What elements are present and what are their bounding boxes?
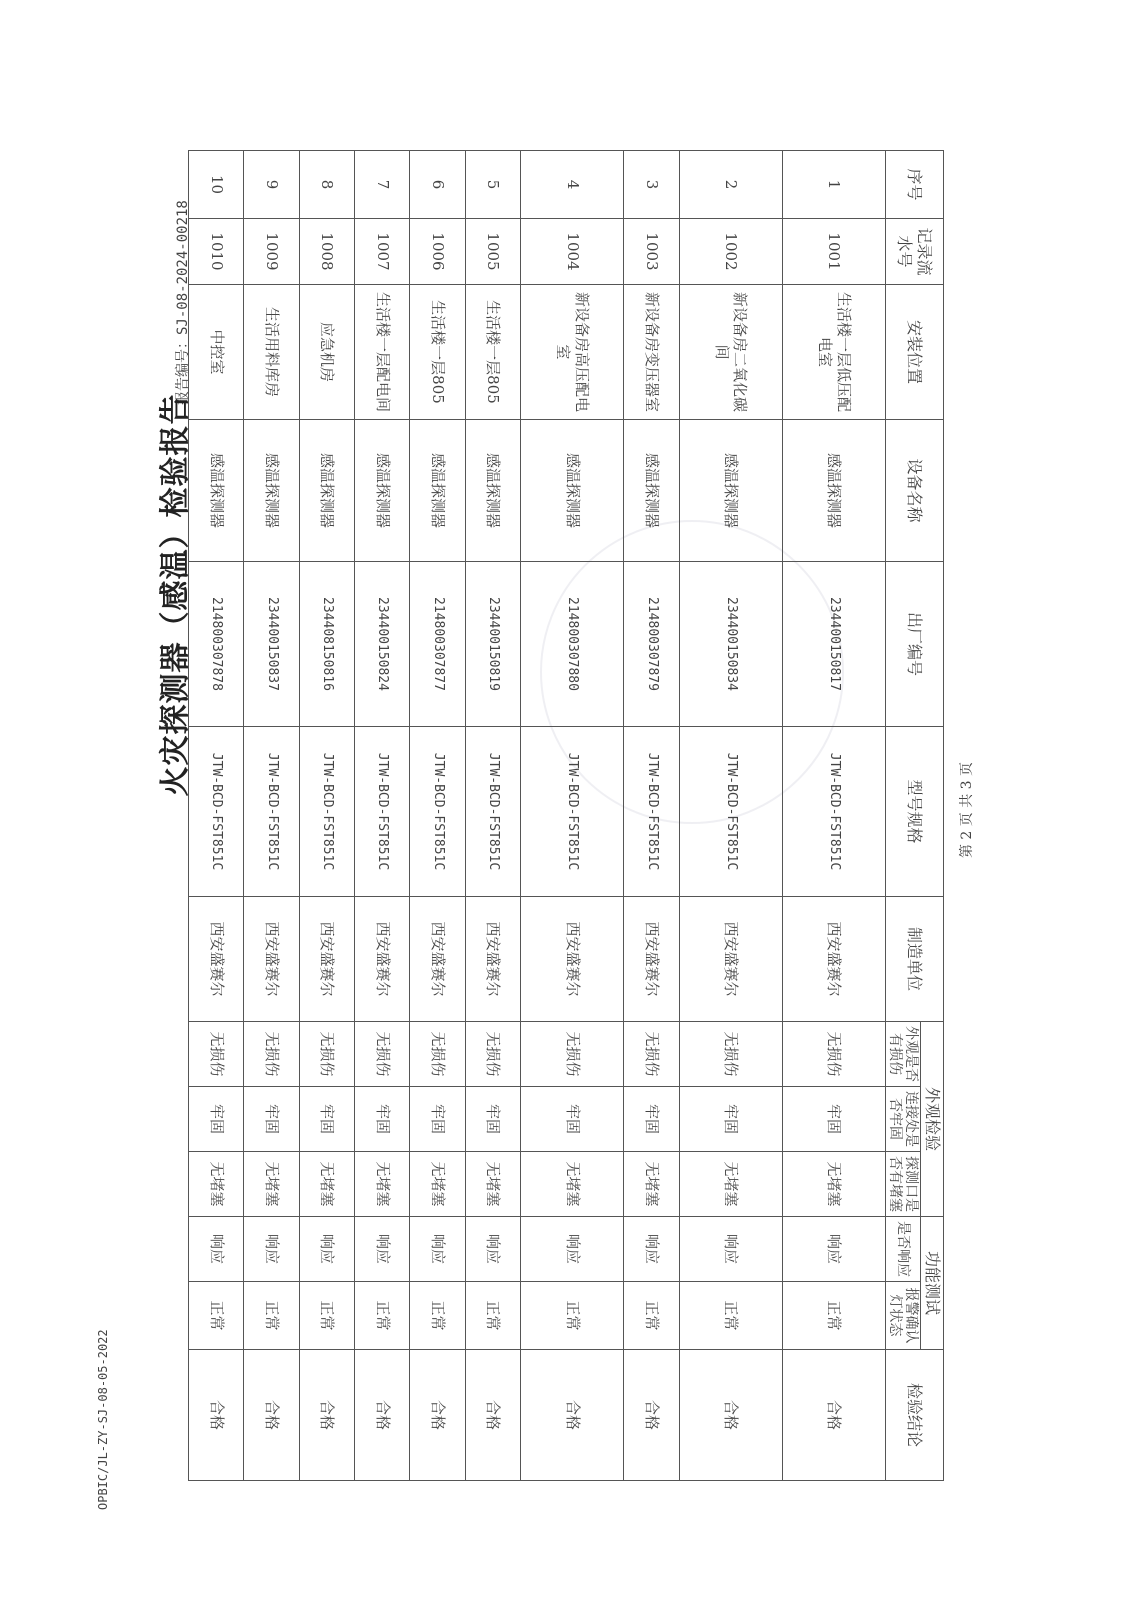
cell-seq: 3 [624, 151, 679, 219]
header-alarm-light: 报警确认灯状态 [885, 1282, 920, 1350]
cell-response: 响应 [189, 1217, 244, 1282]
cell-conclusion: 合格 [244, 1350, 299, 1481]
cell-seq: 4 [521, 151, 624, 219]
cell-maker: 西安盛赛尔 [679, 897, 782, 1022]
cell-maker: 西安盛赛尔 [355, 897, 410, 1022]
cell-model: JTW-BCD-FST851C [624, 727, 679, 897]
cell-record: 1005 [465, 219, 520, 285]
cell-record: 1001 [782, 219, 885, 285]
cell-conclusion: 合格 [465, 1350, 520, 1481]
cell-name: 感温探测器 [521, 420, 624, 562]
cell-connection: 牢固 [782, 1087, 885, 1152]
cell-connection: 牢固 [410, 1087, 465, 1152]
cell-name: 感温探测器 [299, 420, 354, 562]
header-function-group: 功能测试 [921, 1217, 944, 1350]
cell-connection: 牢固 [299, 1087, 354, 1152]
header-manufacturer: 制造单位 [885, 897, 943, 1022]
header-damage: 外观是否有损伤 [885, 1022, 920, 1087]
cell-alarm: 正常 [782, 1282, 885, 1350]
cell-damage: 无损伤 [299, 1022, 354, 1087]
header-connection: 连接处是否牢固 [885, 1087, 920, 1152]
header-blockage: 探测口是否有堵塞 [885, 1152, 920, 1217]
cell-record: 1004 [521, 219, 624, 285]
cell-record: 1010 [189, 219, 244, 285]
cell-serial: 234400150817 [782, 562, 885, 727]
cell-alarm: 正常 [299, 1282, 354, 1350]
cell-serial: 234400150834 [679, 562, 782, 727]
cell-seq: 9 [244, 151, 299, 219]
cell-response: 响应 [355, 1217, 410, 1282]
cell-location: 生活楼一层805 [410, 285, 465, 420]
cell-conclusion: 合格 [355, 1350, 410, 1481]
cell-model: JTW-BCD-FST851C [189, 727, 244, 897]
cell-blockage: 无堵塞 [410, 1152, 465, 1217]
cell-serial: 234408150816 [299, 562, 354, 727]
cell-blockage: 无堵塞 [624, 1152, 679, 1217]
cell-record: 1008 [299, 219, 354, 285]
cell-name: 感温探测器 [679, 420, 782, 562]
cell-response: 响应 [782, 1217, 885, 1282]
cell-blockage: 无堵塞 [679, 1152, 782, 1217]
cell-damage: 无损伤 [355, 1022, 410, 1087]
page-title-text: 火灾探测器（感温）检验报告 [158, 393, 193, 797]
page-footer-text: 第 2 页 共 3 页 [959, 761, 975, 859]
cell-response: 响应 [679, 1217, 782, 1282]
header-location: 安装位置 [885, 285, 943, 420]
cell-blockage: 无堵塞 [355, 1152, 410, 1217]
cell-alarm: 正常 [244, 1282, 299, 1350]
header-record-no: 记录流水号 [885, 219, 943, 285]
cell-location: 新设备房高压配电室 [521, 285, 624, 420]
cell-location: 生活楼一层配电间 [355, 285, 410, 420]
inspection-table [188, 150, 944, 1481]
cell-record: 1009 [244, 219, 299, 285]
header-device-name: 设备名称 [885, 420, 943, 562]
cell-connection: 牢固 [244, 1087, 299, 1152]
table-row [782, 151, 885, 1481]
cell-location: 新设备房二氧化碳间 [679, 285, 782, 420]
table-row [189, 151, 244, 1481]
cell-maker: 西安盛赛尔 [299, 897, 354, 1022]
cell-maker: 西安盛赛尔 [782, 897, 885, 1022]
cell-maker: 西安盛赛尔 [521, 897, 624, 1022]
table-row [521, 151, 624, 1481]
cell-damage: 无损伤 [244, 1022, 299, 1087]
cell-blockage: 无堵塞 [521, 1152, 624, 1217]
table-row [624, 151, 679, 1481]
cell-connection: 牢固 [679, 1087, 782, 1152]
cell-blockage: 无堵塞 [782, 1152, 885, 1217]
cell-alarm: 正常 [679, 1282, 782, 1350]
cell-conclusion: 合格 [679, 1350, 782, 1481]
cell-seq: 5 [465, 151, 520, 219]
cell-alarm: 正常 [410, 1282, 465, 1350]
cell-response: 响应 [244, 1217, 299, 1282]
table-row [679, 151, 782, 1481]
cell-record: 1007 [355, 219, 410, 285]
cell-alarm: 正常 [521, 1282, 624, 1350]
cell-model: JTW-BCD-FST851C [244, 727, 299, 897]
cell-damage: 无损伤 [782, 1022, 885, 1087]
cell-model: JTW-BCD-FST851C [410, 727, 465, 897]
table-row [299, 151, 354, 1481]
cell-serial: 214800307880 [521, 562, 624, 727]
cell-connection: 牢固 [624, 1087, 679, 1152]
cell-connection: 牢固 [465, 1087, 520, 1152]
report-number-text: 报告编号：SJ-08-2024-00218 [175, 200, 191, 405]
cell-location: 应急机房 [299, 285, 354, 420]
cell-alarm: 正常 [465, 1282, 520, 1350]
cell-seq: 10 [189, 151, 244, 219]
cell-damage: 无损伤 [189, 1022, 244, 1087]
cell-model: JTW-BCD-FST851C [782, 727, 885, 897]
cell-connection: 牢固 [189, 1087, 244, 1152]
cell-response: 响应 [299, 1217, 354, 1282]
cell-name: 感温探测器 [410, 420, 465, 562]
cell-name: 感温探测器 [189, 420, 244, 562]
cell-model: JTW-BCD-FST851C [465, 727, 520, 897]
cell-serial: 214800307878 [189, 562, 244, 727]
cell-response: 响应 [521, 1217, 624, 1282]
cell-conclusion: 合格 [410, 1350, 465, 1481]
cell-maker: 西安盛赛尔 [410, 897, 465, 1022]
cell-connection: 牢固 [521, 1087, 624, 1152]
cell-conclusion: 合格 [521, 1350, 624, 1481]
table-row [410, 151, 465, 1481]
document-code-text: OPBIC/JL-ZY-SJ-08-05-2022 [96, 1329, 110, 1510]
cell-damage: 无损伤 [679, 1022, 782, 1087]
cell-response: 响应 [624, 1217, 679, 1282]
header-appearance-group: 外观检验 [921, 1022, 944, 1217]
table-row [355, 151, 410, 1481]
cell-maker: 西安盛赛尔 [189, 897, 244, 1022]
cell-name: 感温探测器 [244, 420, 299, 562]
cell-blockage: 无堵塞 [465, 1152, 520, 1217]
table-header-row-group [921, 151, 944, 1481]
cell-conclusion: 合格 [624, 1350, 679, 1481]
cell-model: JTW-BCD-FST851C [679, 727, 782, 897]
cell-conclusion: 合格 [782, 1350, 885, 1481]
cell-conclusion: 合格 [189, 1350, 244, 1481]
cell-location: 中控室 [189, 285, 244, 420]
header-model: 型号规格 [885, 727, 943, 897]
cell-serial: 234400150824 [355, 562, 410, 727]
cell-name: 感温探测器 [465, 420, 520, 562]
cell-serial: 214800307879 [624, 562, 679, 727]
cell-seq: 7 [355, 151, 410, 219]
table-row [465, 151, 520, 1481]
cell-name: 感温探测器 [624, 420, 679, 562]
cell-serial: 214800307877 [410, 562, 465, 727]
cell-blockage: 无堵塞 [299, 1152, 354, 1217]
cell-damage: 无损伤 [521, 1022, 624, 1087]
cell-location: 生活楼一层低压配电室 [782, 285, 885, 420]
cell-alarm: 正常 [624, 1282, 679, 1350]
cell-record: 1002 [679, 219, 782, 285]
cell-location: 生活楼一层805 [465, 285, 520, 420]
cell-response: 响应 [465, 1217, 520, 1282]
cell-seq: 2 [679, 151, 782, 219]
cell-seq: 1 [782, 151, 885, 219]
cell-name: 感温探测器 [782, 420, 885, 562]
cell-model: JTW-BCD-FST851C [521, 727, 624, 897]
cell-blockage: 无堵塞 [189, 1152, 244, 1217]
header-seq: 序号 [885, 151, 943, 219]
cell-damage: 无损伤 [465, 1022, 520, 1087]
cell-serial: 234400150819 [465, 562, 520, 727]
cell-name: 感温探测器 [355, 420, 410, 562]
cell-seq: 6 [410, 151, 465, 219]
cell-location: 生活用料库房 [244, 285, 299, 420]
cell-alarm: 正常 [189, 1282, 244, 1350]
inspection-table-wrapper [188, 150, 944, 1480]
cell-model: JTW-BCD-FST851C [299, 727, 354, 897]
header-response: 是否响应 [885, 1217, 920, 1282]
cell-serial: 234400150837 [244, 562, 299, 727]
cell-seq: 8 [299, 151, 354, 219]
cell-record: 1006 [410, 219, 465, 285]
cell-connection: 牢固 [355, 1087, 410, 1152]
cell-conclusion: 合格 [299, 1350, 354, 1481]
cell-record: 1003 [624, 219, 679, 285]
cell-blockage: 无堵塞 [244, 1152, 299, 1217]
cell-damage: 无损伤 [624, 1022, 679, 1087]
header-conclusion: 检验结论 [885, 1350, 943, 1481]
table-row [244, 151, 299, 1481]
cell-maker: 西安盛赛尔 [244, 897, 299, 1022]
cell-alarm: 正常 [355, 1282, 410, 1350]
cell-maker: 西安盛赛尔 [465, 897, 520, 1022]
cell-location: 新设备房变压器室 [624, 285, 679, 420]
cell-model: JTW-BCD-FST851C [355, 727, 410, 897]
cell-damage: 无损伤 [410, 1022, 465, 1087]
header-serial: 出厂编号 [885, 562, 943, 727]
cell-response: 响应 [410, 1217, 465, 1282]
cell-maker: 西安盛赛尔 [624, 897, 679, 1022]
